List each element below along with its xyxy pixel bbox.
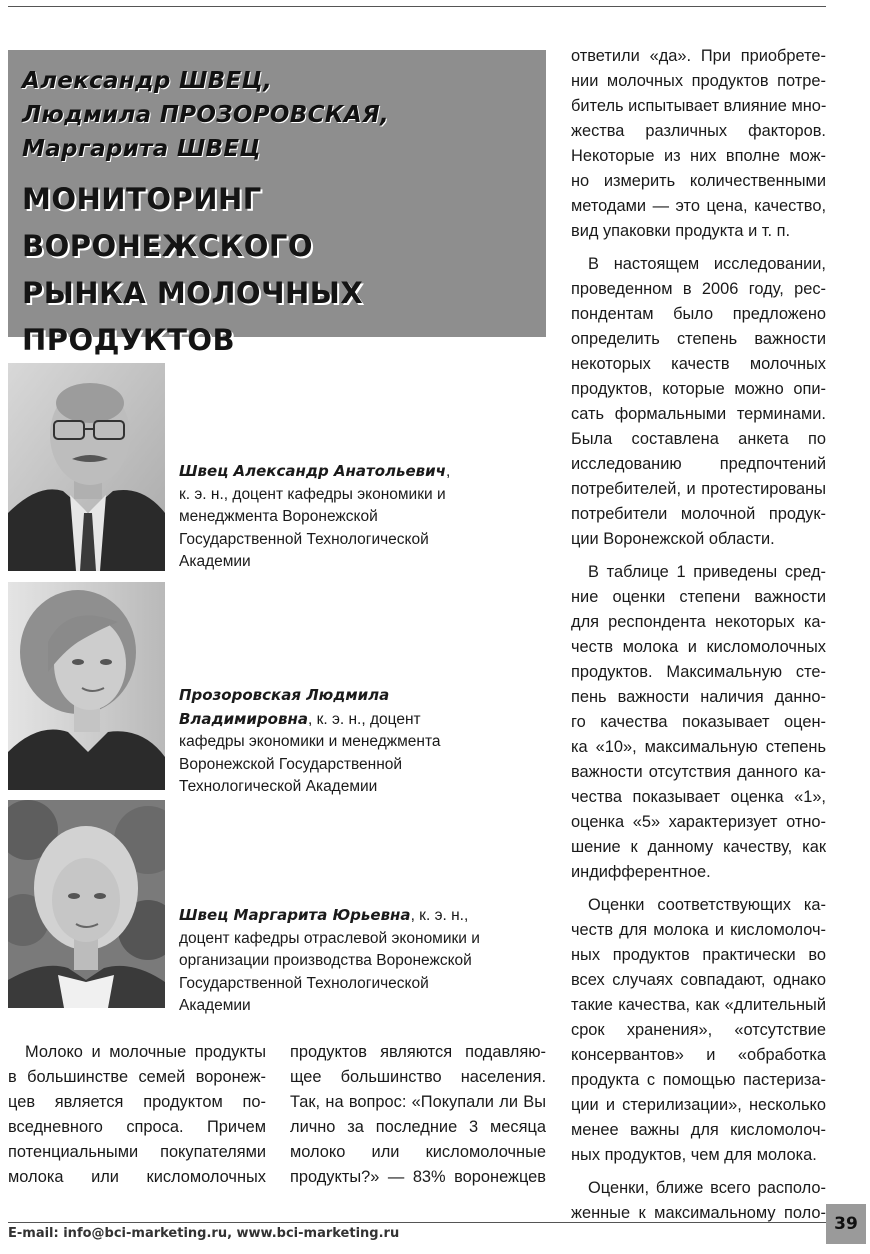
text-line: Молоко и молочные продукты [25, 1043, 266, 1061]
paragraph [571, 1176, 826, 1226]
bio-text: , [445, 463, 451, 480]
author-bio-margarita [179, 904, 524, 1018]
bio-text: Технологической Академии [179, 778, 378, 795]
bio-text: доцент кафедры отраслевой экономики и [179, 929, 480, 947]
author-name: Швец Маргарита Юрьевна [179, 906, 411, 924]
body-column-1 [8, 1040, 266, 1190]
text-line: но измерить количественными [571, 172, 826, 190]
bio-text: Государственной Технологической [179, 974, 429, 992]
bio-text: Государственной Технологической [179, 530, 429, 548]
text-line: продуктов. Максимальную сте- [571, 663, 826, 681]
text-line: оценка «5» характеризует отно- [571, 813, 826, 831]
authors [22, 64, 534, 166]
text-line: честв для молока и кисломолоч- [571, 921, 826, 939]
author-bio-alexander [179, 460, 524, 574]
text-line: потребителей, и протестированы [571, 480, 826, 498]
text-line: продукты?» — 83% воронежцев [290, 1168, 546, 1186]
text-line: всех случаях совпадают, однако [571, 971, 826, 989]
text-line: методами — это цена, качество, [571, 197, 826, 215]
bio-text: менеджмента Воронежской [179, 508, 378, 525]
text-line: нии молочных продуктов потре- [571, 72, 826, 90]
bio-text: организации производства Воронежской [179, 952, 472, 969]
author-name: Швец Александр Анатольевич [179, 462, 446, 480]
bio-text: Воронежской Государственной [179, 755, 403, 773]
text-line: Так, на вопрос: «Покупали ли Вы [290, 1093, 546, 1111]
page-number: 39 [826, 1204, 866, 1244]
article-title-line: ПРОДУКТОВ [22, 323, 236, 357]
article-title-line: МОНИТОРИНГ ВОРОНЕЖСКОГО [22, 182, 314, 263]
text-line: индифферентное. [571, 863, 711, 881]
text-line: чества показывает оценка «1», [571, 788, 826, 806]
text-line: пондентам было предложено [571, 305, 826, 323]
author-photo-alexander [8, 363, 165, 571]
text-line: женные к максимальному поло- [571, 1204, 826, 1222]
text-line: пень важности наличия данно- [571, 688, 826, 706]
author-bio-lyudmila [179, 684, 524, 799]
bio-text: , к. э. н., доцент [307, 710, 421, 728]
text-line: ции и стерилизации», несколько [571, 1096, 826, 1114]
text-line: го качества показывает оцен- [571, 713, 826, 731]
paragraph [571, 893, 826, 1168]
text-line: менее важны для кисломолоч- [571, 1121, 826, 1139]
text-line: для респондента некоторых ка- [571, 613, 826, 631]
text-line: потребители молочной продук- [571, 505, 826, 523]
text-line: шение к данному качеству, как [571, 838, 826, 856]
bottom-rule [8, 1222, 826, 1223]
text-line: лично за последние 3 месяца [290, 1118, 546, 1136]
text-line: щее большинство населения. [290, 1068, 546, 1086]
text-line: проведенном в 2006 году, рес- [571, 280, 826, 298]
text-line: В таблице 1 приведены сред- [588, 563, 826, 581]
text-line: ных продуктов практически во [571, 946, 826, 964]
text-line: вседневного спроса. Причем [8, 1118, 266, 1136]
article-title [22, 176, 534, 364]
footer-contact: E-mail: info@bci-marketing.ru, www.bci-marketing.ru [8, 1226, 400, 1241]
text-line: важности отсутствия данного ка- [571, 763, 826, 781]
author-photo-lyudmila [8, 582, 165, 790]
bio-text: Академии [179, 997, 251, 1014]
author-name: Прозоровская Людмила [179, 686, 390, 704]
text-line: продуктов, которые можно опи- [571, 380, 826, 398]
text-line: вид упаковки продукта и т. п. [571, 222, 791, 240]
author-photo-margarita [8, 800, 165, 1008]
author-line: Маргарита ШВЕЦ [22, 136, 262, 162]
text-line: сать формальными терминами. [571, 405, 826, 423]
author-line: Александр ШВЕЦ, [22, 68, 273, 94]
text-line: ние оценки степени важности [571, 588, 826, 606]
text-line: продуктов являются подавляю- [290, 1043, 546, 1061]
paragraph [571, 252, 826, 552]
text-line: срок хранения», «отсутствие [571, 1021, 826, 1039]
text-line: Оценки, ближе всего располо- [588, 1179, 826, 1197]
text-line: В настоящем исследовании, [588, 255, 826, 273]
text-line: молока или кисломолочных [8, 1168, 266, 1186]
text-line: цев является продуктом по- [8, 1093, 266, 1111]
paragraph [571, 560, 826, 885]
body-column-2 [290, 1040, 546, 1190]
text-line: жества различных факторов. [571, 122, 826, 140]
text-line: некоторых качеств молочных [571, 355, 826, 373]
top-rule [8, 6, 826, 7]
body-column-3 [571, 44, 826, 1234]
text-line: ных продуктов, чем для молока. [571, 1146, 817, 1164]
bio-text: , к. э. н., [410, 907, 469, 924]
text-line: потенциальными покупателями [8, 1143, 266, 1161]
text-line: молоко или кисломолочные [290, 1143, 546, 1161]
text-line: продукта с помощью пастериза- [571, 1071, 826, 1089]
text-line: битель испытывает влияние мно- [571, 97, 827, 115]
text-line: такие качества, как «длительный [571, 996, 826, 1014]
article-title-line: РЫНКА МОЛОЧНЫХ [22, 276, 364, 310]
bio-text: Академии [179, 553, 251, 570]
author-line: Людмила ПРОЗОРОВСКАЯ, [22, 102, 390, 128]
bio-text: к. э. н., доцент кафедры экономики и [179, 485, 446, 503]
text-line: в большинстве семей воронеж- [8, 1068, 266, 1086]
bio-text: кафедры экономики и менеджмента [179, 733, 441, 750]
text-line: ответили «да». При приобрете- [571, 47, 826, 65]
author-name: Владимировна [179, 709, 308, 728]
paragraph [571, 44, 826, 244]
text-line: Была составлена анкета по [571, 430, 826, 448]
text-line: исследованию предпочтений [571, 455, 826, 473]
text-line: ции Воронежской области. [571, 530, 775, 548]
title-block [8, 50, 546, 357]
text-line: ка «10», максимальную степень [571, 738, 826, 756]
text-line: консервантов» и «обработка [571, 1046, 826, 1064]
text-line: честв молока и кисломолочных [571, 638, 826, 656]
text-line: определить степень важности [571, 330, 826, 348]
text-line: Оценки соответствующих ка- [588, 896, 826, 914]
text-line: Некоторые из них вполне мож- [571, 147, 826, 165]
